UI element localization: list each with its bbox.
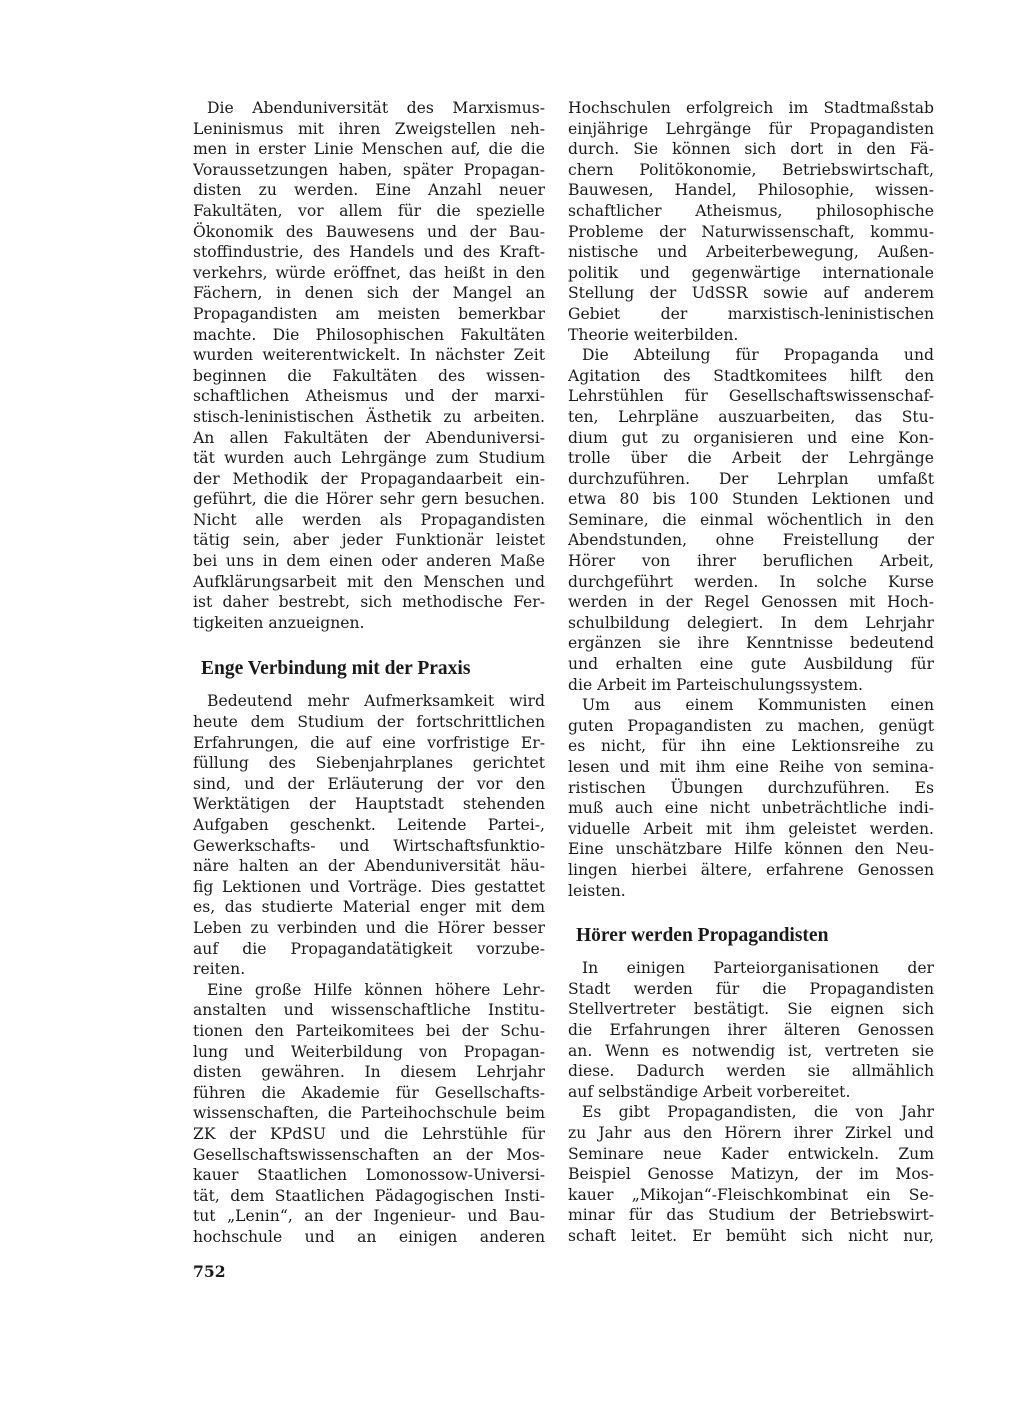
text-line: Probleme der Naturwissenschaft, kommu- — [568, 222, 934, 241]
text-line: etwa 80 bis 100 Stunden Lektionen und — [568, 490, 934, 509]
text-line: schulbildung delegiert. In dem Lehrjahr — [568, 613, 934, 632]
text-line: viduelle Arbeit mit ihm geleistet werden. — [568, 819, 934, 838]
text-line: disten zu werden. Eine Anzahl neuer — [193, 181, 545, 200]
text-line: ristischen Übungen durchzuführen. Es — [568, 778, 934, 797]
text-line: bei uns in dem einen oder anderen Maße — [193, 552, 545, 571]
paragraph — [568, 98, 934, 345]
text-line: tut „Lenin“, an der Ingenieur- und Bau- — [193, 1207, 545, 1226]
text-line: stoffindustrie, des Handels und des Kraft- — [193, 243, 545, 262]
text-line: ten, Lehrpläne auszuarbeiten, das Stu- — [568, 407, 934, 426]
paragraph — [193, 691, 545, 979]
text-line: politik und gegenwärtige internationale — [568, 263, 934, 282]
text-line: Leben zu verbinden und die Hörer besser — [193, 918, 545, 937]
text-line: dium gut zu organisieren und eine Kon- — [568, 428, 934, 447]
text-line: chern Politökonomie, Betriebswirtschaft, — [568, 160, 934, 179]
text-line: durchgeführt werden. In solche Kurse — [568, 572, 934, 591]
text-line: auf selbständige Arbeit vorbereitet. — [568, 1082, 851, 1101]
text-line: sind, und der Erläuterung der vor den — [193, 774, 545, 793]
text-line: Bedeutend mehr Aufmerksamkeit wird — [207, 692, 545, 711]
text-line: tionen den Parteikomitees bei der Schu- — [193, 1021, 545, 1040]
text-line: schaft leitet. Er bemüht sich nicht nur, — [568, 1226, 934, 1245]
paragraph — [568, 1102, 934, 1246]
text-line: Lehrstühlen für Gesellschaftswissenschaf- — [568, 387, 934, 406]
paragraph — [193, 980, 545, 1248]
paragraph — [568, 958, 934, 1102]
text-line: es nicht, für ihn eine Lektionsreihe zu — [568, 737, 934, 756]
text-line: Eine unschätzbare Hilfe können den Neu- — [568, 840, 934, 859]
text-line: Hochschulen erfolgreich im Stadtmaßstab — [568, 99, 934, 117]
text-line: Bauwesen, Handel, Philosophie, wissen- — [568, 181, 934, 200]
section-heading: Hörer werden Propagandisten — [576, 925, 829, 947]
text-line: führen die Akademie für Gesellschafts- — [193, 1083, 545, 1102]
text-line: kauer „Mikojan“-Fleischkombinat ein Se- — [568, 1185, 934, 1204]
text-line: Stellung der UdSSR sowie auf anderem — [568, 284, 934, 303]
text-line: Werktätigen der Hauptstadt stehenden — [193, 795, 545, 814]
text-line: Eine große Hilfe können höhere Lehr- — [207, 980, 545, 999]
text-line: heute dem Studium der fortschrittlichen — [193, 713, 545, 732]
paragraph — [568, 345, 934, 695]
left-column — [193, 98, 545, 1247]
text-line: es, das studierte Material enger mit dem — [193, 898, 545, 917]
text-line: Abendstunden, ohne Freistellung der — [568, 531, 934, 550]
text-line: tät wurden auch Lehrgänge zum Studium — [193, 449, 545, 468]
text-line: An allen Fakultäten der Abenduniversi- — [193, 428, 545, 447]
text-line: Voraussetzungen haben, später Propagan- — [193, 160, 545, 179]
text-line: machte. Die Philosophischen Fakultäten — [193, 325, 545, 344]
text-line: Die Abenduniversität des Marxismus- — [207, 99, 545, 117]
text-line: disten gewähren. In diesem Lehrjahr — [193, 1063, 545, 1082]
text-line: men in erster Linie Menschen auf, die die — [193, 140, 545, 159]
text-line: durchzuführen. Der Lehrplan umfaßt — [568, 469, 934, 488]
text-line: zu Jahr aus den Hörern ihrer Zirkel und — [568, 1123, 934, 1142]
text-line: der Methodik der Propagandaarbeit ein- — [193, 469, 545, 488]
text-line: ZK der KPdSU und die Lehrstühle für — [193, 1124, 545, 1143]
text-line: tigkeiten anzueignen. — [193, 613, 365, 632]
text-line: an. Wenn es notwendig ist, vertreten sie — [568, 1041, 934, 1060]
text-line: Stadt werden für die Propagandisten — [568, 979, 934, 998]
text-line: leisten. — [568, 881, 626, 900]
text-line: In einigen Parteiorganisationen der — [582, 959, 934, 978]
paragraph — [193, 98, 545, 633]
text-line: fig Lektionen und Vorträge. Dies gestattet — [193, 877, 545, 896]
text-line: schaftlichen Atheismus und der marxi- — [193, 387, 545, 406]
text-line: Aufgaben geschenkt. Leitende Partei-, — [193, 816, 545, 834]
text-line: lingen hierbei ältere, erfahrene Genossen — [568, 860, 934, 879]
text-line: Seminare, die einmal wöchentlich in den — [568, 510, 934, 529]
text-line: tätig sein, aber jeder Funktionär leistet — [193, 531, 545, 550]
text-line: diese. Dadurch werden sie allmählich — [568, 1062, 934, 1081]
text-line: die Arbeit im Parteischulungssystem. — [568, 675, 863, 694]
text-line: Gewerkschafts- und Wirtschaftsfunktio- — [193, 836, 545, 855]
section-heading: Enge Verbindung mit der Praxis — [201, 658, 471, 680]
text-line: wurden weiterentwickelt. In nächster Zeit — [193, 346, 545, 365]
text-line: Theorie weiterbilden. — [568, 325, 739, 344]
text-line: Gesellschaftswissenschaften an der Mos- — [193, 1145, 545, 1164]
text-line: und erhalten eine gute Ausbildung für — [568, 655, 934, 674]
text-line: Es gibt Propagandisten, die von Jahr — [582, 1103, 934, 1122]
text-line: wissenschaften, die Parteihochschule beim — [193, 1104, 545, 1123]
text-line: auf die Propagandatätigkeit vorzube- — [193, 939, 545, 958]
text-line: Aufklärungsarbeit mit den Menschen und — [193, 572, 545, 591]
text-line: stisch-leninistischen Ästhetik zu arbeiten. — [193, 407, 545, 426]
text-line: werden in der Regel Genossen mit Hoch- — [568, 593, 934, 612]
text-line: geführt, die die Hörer sehr gern besuchen. — [193, 490, 545, 509]
text-line: verkehrs, würde eröffnet, das heißt in den — [193, 263, 545, 282]
text-line: ist daher bestrebt, sich methodische Fer- — [193, 593, 545, 612]
right-column — [568, 98, 934, 1246]
text-line: tät, dem Staatlichen Pädagogischen Insti- — [193, 1186, 545, 1205]
page-number: 752 — [193, 1262, 226, 1281]
text-line: minar für das Studium der Betriebswirt- — [568, 1206, 934, 1225]
text-line: durch. Sie können sich dort in den Fä- — [568, 140, 934, 159]
text-line: hochschule und an einigen anderen — [193, 1227, 545, 1246]
text-line: näre halten an der Abenduniversität häu- — [193, 857, 545, 876]
text-line: Nicht alle werden als Propagandisten — [193, 510, 545, 529]
paragraph — [568, 695, 934, 901]
text-line: Gebiet der marxistisch-leninistischen — [568, 304, 934, 323]
text-line: guten Propagandisten zu machen, genügt — [568, 716, 934, 735]
text-line: ergänzen sie ihre Kenntnisse bedeutend — [568, 634, 934, 653]
text-line: lesen und mit ihm eine Reihe von semina- — [568, 758, 934, 776]
text-line: Agitation des Stadtkomitees hilft den — [568, 366, 934, 385]
text-line: Seminare neue Kader entwickeln. Zum — [568, 1144, 934, 1163]
text-line: anstalten und wissenschaftliche Institu- — [193, 1001, 545, 1020]
text-line: trolle über die Arbeit der Lehrgänge — [568, 449, 934, 468]
text-line: Propagandisten am meisten bemerkbar — [193, 304, 545, 323]
text-line: Stellvertreter bestätigt. Sie eignen sich — [568, 1000, 934, 1019]
text-line: muß auch eine nicht unbeträchtliche indi- — [568, 799, 934, 818]
text-line: Ökonomik des Bauwesens und der Bau- — [193, 222, 545, 241]
text-line: Um aus einem Kommunisten einen — [582, 696, 934, 715]
text-line: füllung des Siebenjahrplanes gerichtet — [193, 754, 545, 773]
text-line: kauer Staatlichen Lomonossow-Universi- — [193, 1166, 545, 1185]
text-line: Fakultäten, vor allem für die spezielle — [193, 201, 545, 220]
text-line: Fächern, in denen sich der Mangel an — [193, 284, 545, 303]
text-line: beginnen die Fakultäten des wissen- — [193, 366, 545, 385]
text-line: Leninismus mit ihren Zweigstellen neh- — [193, 119, 545, 138]
text-line: lung und Weiterbildung von Propagan- — [193, 1042, 545, 1061]
text-line: schaftlicher Atheismus, philosophische — [568, 201, 934, 220]
text-line: reiten. — [193, 960, 246, 979]
text-line: einjährige Lehrgänge für Propagandisten — [568, 119, 934, 138]
text-line: Die Abteilung für Propaganda und — [582, 346, 934, 365]
text-line: die Erfahrungen ihrer älteren Genossen — [568, 1020, 934, 1039]
text-line: Beispiel Genosse Matizyn, der im Mos- — [568, 1165, 934, 1184]
text-line: Erfahrungen, die auf eine vorfristige Er- — [193, 733, 545, 752]
text-line: Hörer von ihrer beruflichen Arbeit, — [568, 552, 934, 571]
text-line: nistische und Arbeiterbewegung, Außen- — [568, 243, 934, 262]
